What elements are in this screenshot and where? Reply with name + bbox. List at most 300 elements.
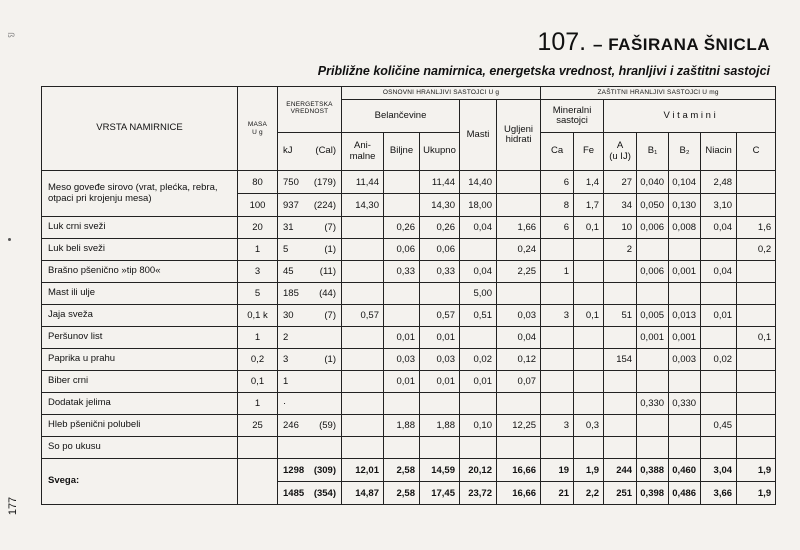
kj-cal-pair	[281, 244, 338, 255]
cell-c: 1,9	[737, 459, 776, 482]
cell-cal: (59)	[319, 420, 336, 431]
table-row	[42, 393, 776, 415]
cell-uk: 0,01	[420, 327, 460, 349]
cell-ca: 21	[541, 482, 574, 505]
cell-kjcal	[278, 482, 342, 505]
header-masa-unit: U g	[252, 128, 263, 136]
cell-fe	[574, 349, 604, 371]
cell-masa: 0,1	[238, 371, 278, 393]
cell-name: So po ukusu	[42, 437, 238, 459]
cell-ca: 3	[541, 415, 574, 437]
cell-c	[737, 371, 776, 393]
page-title	[537, 28, 770, 57]
cell-fe	[574, 239, 604, 261]
kj-cal-pair	[281, 354, 338, 365]
cell-b1: 0,050	[637, 194, 669, 217]
cell-masti: 0,02	[460, 349, 497, 371]
cell-a: 251	[604, 482, 637, 505]
cell-niacin: 0,01	[701, 305, 737, 327]
cell-uk	[420, 437, 460, 459]
cell-b2: 0,013	[669, 305, 701, 327]
cell-masa	[238, 437, 278, 459]
cell-ani: 11,44	[342, 171, 384, 194]
cell-uglj: 0,07	[497, 371, 541, 393]
cell-b2: 0,130	[669, 194, 701, 217]
cell-b2: 0,008	[669, 217, 701, 239]
cell-bilj: 0,26	[384, 217, 420, 239]
cell-uk: 1,88	[420, 415, 460, 437]
kj-cal-pair	[281, 398, 338, 409]
cell-masti: 0,01	[460, 371, 497, 393]
cell-kj: 30	[283, 310, 294, 321]
cell-uglj: 0,24	[497, 239, 541, 261]
cell-b2	[669, 437, 701, 459]
cell-masa: 1	[238, 239, 278, 261]
cell-bilj	[384, 194, 420, 217]
cell-b2: 0,001	[669, 261, 701, 283]
cell-c: 0,1	[737, 327, 776, 349]
kj-cal-pair	[281, 376, 338, 387]
cell-b2: 0,330	[669, 393, 701, 415]
table-row	[42, 171, 776, 194]
cell-niacin	[701, 371, 737, 393]
cell-kjcal	[278, 305, 342, 327]
cell-b1: 0,006	[637, 261, 669, 283]
cell-kj: ·	[283, 398, 287, 409]
header-kj: kJ	[283, 145, 293, 157]
cell-kj: 750	[283, 176, 299, 188]
ink-dot	[8, 238, 11, 241]
cell-niacin: 0,02	[701, 349, 737, 371]
cell-masti: 14,40	[460, 171, 497, 194]
cell-niacin: 3,04	[701, 459, 737, 482]
cell-ani	[342, 261, 384, 283]
cell-name: Luk beli sveži	[42, 239, 238, 261]
table-row	[42, 239, 776, 261]
cell-bilj	[384, 171, 420, 194]
page-subtitle: Približne količine namirnica, energetska vrednost, hranljivi i zaštitni sastojci	[317, 64, 770, 78]
cell-masti: 0,04	[460, 261, 497, 283]
cell-masa: 0,2	[238, 349, 278, 371]
cell-b2	[669, 283, 701, 305]
cell-kjcal	[278, 349, 342, 371]
cell-kj: 45	[283, 266, 294, 277]
recipe-name: – FAŠIRANA ŠNICLA	[593, 35, 770, 54]
cell-b2	[669, 371, 701, 393]
cell-c	[737, 393, 776, 415]
cell-b1	[637, 437, 669, 459]
cell-b2	[669, 239, 701, 261]
cell-a	[604, 327, 637, 349]
cell-ani	[342, 393, 384, 415]
cell-kjcal	[278, 239, 342, 261]
cell-ca: 3	[541, 305, 574, 327]
cell-kj: 31	[283, 222, 294, 233]
cell-kj: 5	[283, 244, 289, 255]
cell-c: 1,9	[737, 482, 776, 505]
cell-bilj	[384, 437, 420, 459]
cell-bilj: 0,01	[384, 371, 420, 393]
cell-cal: (7)	[324, 310, 336, 321]
cell-fe	[574, 371, 604, 393]
cell-c	[737, 194, 776, 217]
cell-name: Mast ili ulje	[42, 283, 238, 305]
header-fe: Fe	[574, 133, 604, 171]
cell-ca: 6	[541, 171, 574, 194]
cell-masa: 100	[238, 194, 278, 217]
cell-ca: 8	[541, 194, 574, 217]
table-row	[42, 217, 776, 239]
header-masa-label: MASA	[247, 121, 268, 129]
cell-ca	[541, 393, 574, 415]
cell-uglj	[497, 171, 541, 194]
cell-ani: 0,57	[342, 305, 384, 327]
cell-c	[737, 171, 776, 194]
cell-fe: 1,9	[574, 459, 604, 482]
kj-cal-pair	[281, 332, 338, 343]
header-animalne: Ani- malne	[342, 133, 384, 171]
cell-fe: 0,1	[574, 217, 604, 239]
cell-b1	[637, 349, 669, 371]
cell-ani	[342, 415, 384, 437]
header-niacin: Niacin	[701, 133, 737, 171]
header-vrsta: VRSTA NAMIRNICE	[42, 87, 238, 171]
cell-fe	[574, 393, 604, 415]
cell-ca	[541, 239, 574, 261]
cell-cal: (11)	[319, 266, 336, 277]
cell-b2	[669, 415, 701, 437]
header-c: C	[737, 133, 776, 171]
cell-niacin	[701, 437, 737, 459]
cell-ca	[541, 371, 574, 393]
cell-kjcal	[278, 194, 342, 217]
cell-name: Meso goveđe sirovo (vrat, plećka, rebra, otpaci pri krojenju mesa)	[42, 171, 238, 217]
table-row	[42, 283, 776, 305]
cell-kj: 1298	[283, 464, 305, 476]
cell-b2: 0,460	[669, 459, 701, 482]
cell-uk: 14,59	[420, 459, 460, 482]
cell-ani	[342, 239, 384, 261]
cell-ani	[342, 371, 384, 393]
cell-b1	[637, 283, 669, 305]
cell-masti	[460, 437, 497, 459]
cell-bilj	[384, 393, 420, 415]
cell-b1: 0,006	[637, 217, 669, 239]
cell-masa: 3	[238, 261, 278, 283]
cell-uk: 0,06	[420, 239, 460, 261]
header-zastitni: ZAŠTITNI HRANLJIVI SASTOJCI U mg	[541, 87, 776, 100]
cell-kjcal	[278, 217, 342, 239]
table-row	[42, 437, 776, 459]
header-biljne: Biljne	[384, 133, 420, 171]
nutrition-table	[41, 86, 776, 505]
cell-kj: 2	[283, 332, 289, 343]
cell-bilj: 2,58	[384, 459, 420, 482]
cell-masti: 20,12	[460, 459, 497, 482]
cell-cal: (44)	[319, 288, 336, 299]
cell-uk: 0,03	[420, 349, 460, 371]
cell-a: 27	[604, 171, 637, 194]
cell-uglj: 12,25	[497, 415, 541, 437]
cell-uk: 11,44	[420, 171, 460, 194]
cell-masti: 23,72	[460, 482, 497, 505]
page-number: 177	[7, 496, 20, 516]
cell-ani: 12,01	[342, 459, 384, 482]
header-mineralni: Mineralni sastojci	[541, 100, 604, 133]
cell-fe	[574, 437, 604, 459]
cell-cal: (179)	[313, 176, 336, 188]
cell-a: 34	[604, 194, 637, 217]
cell-cal: (7)	[324, 222, 336, 233]
cell-name: Luk crni sveži	[42, 217, 238, 239]
cell-fe: 2,2	[574, 482, 604, 505]
cell-c	[737, 415, 776, 437]
table-row	[42, 371, 776, 393]
cell-c: 1,6	[737, 217, 776, 239]
cell-masti: 0,04	[460, 217, 497, 239]
cell-ani	[342, 217, 384, 239]
cell-ca	[541, 437, 574, 459]
kj-cal-pair	[281, 465, 338, 476]
cell-kjcal	[278, 415, 342, 437]
table-row	[42, 415, 776, 437]
cell-niacin: 0,45	[701, 415, 737, 437]
kj-cal-pair	[281, 177, 338, 188]
header-a-label: A	[616, 140, 624, 152]
header-a	[604, 133, 637, 171]
cell-b1	[637, 371, 669, 393]
kj-cal-pair	[281, 488, 338, 499]
cell-a: 244	[604, 459, 637, 482]
cell-a	[604, 393, 637, 415]
totals-label: Svega:	[42, 459, 238, 505]
cell-uk: 14,30	[420, 194, 460, 217]
cell-bilj: 1,88	[384, 415, 420, 437]
cell-uglj: 0,04	[497, 327, 541, 349]
cell-bilj	[384, 305, 420, 327]
cell-niacin: 0,04	[701, 261, 737, 283]
cell-fe: 0,3	[574, 415, 604, 437]
cell-niacin	[701, 283, 737, 305]
header-masa	[238, 87, 278, 171]
cell-uglj: 1,66	[497, 217, 541, 239]
cell-kjcal	[278, 171, 342, 194]
cell-masa	[238, 459, 278, 505]
cell-ca: 6	[541, 217, 574, 239]
table-row	[42, 305, 776, 327]
cell-uglj: 16,66	[497, 459, 541, 482]
cell-b2: 0,486	[669, 482, 701, 505]
cell-kjcal	[278, 327, 342, 349]
cell-b2: 0,003	[669, 349, 701, 371]
cell-a: 154	[604, 349, 637, 371]
cell-uglj	[497, 194, 541, 217]
cell-a	[604, 283, 637, 305]
kj-cal-pair	[281, 200, 338, 211]
cell-kj: 185	[283, 288, 299, 299]
totals-row	[42, 459, 776, 482]
cell-masa: 1	[238, 393, 278, 415]
header-ca: Ca	[541, 133, 574, 171]
header-masti: Masti	[460, 100, 497, 171]
cell-a: 2	[604, 239, 637, 261]
cell-b1: 0,040	[637, 171, 669, 194]
cell-name: Paprika u prahu	[42, 349, 238, 371]
cell-niacin	[701, 393, 737, 415]
cell-cal: (354)	[313, 487, 336, 499]
cell-c	[737, 437, 776, 459]
cell-b1: 0,005	[637, 305, 669, 327]
cell-name: Dodatak jelima	[42, 393, 238, 415]
cell-name: Biber crni	[42, 371, 238, 393]
cell-b1	[637, 239, 669, 261]
cell-a	[604, 261, 637, 283]
cell-kjcal	[278, 459, 342, 482]
cell-ca: 19	[541, 459, 574, 482]
kj-cal-pair	[281, 420, 338, 431]
cell-c	[737, 305, 776, 327]
cell-ca: 1	[541, 261, 574, 283]
cell-b1: 0,330	[637, 393, 669, 415]
cell-kj: 1485	[283, 487, 305, 499]
header-b1: B₁	[637, 133, 669, 171]
edge-mark: ß	[5, 32, 16, 38]
cell-b2: 0,104	[669, 171, 701, 194]
cell-cal: (224)	[313, 199, 336, 211]
cell-uglj	[497, 437, 541, 459]
cell-a: 51	[604, 305, 637, 327]
cell-uglj	[497, 393, 541, 415]
header-cal: (Cal)	[315, 145, 336, 157]
cell-masa: 0,1 k	[238, 305, 278, 327]
cell-fe	[574, 327, 604, 349]
cell-masti: 18,00	[460, 194, 497, 217]
cell-masa: 1	[238, 327, 278, 349]
header-belancevine: Belančevine	[342, 100, 460, 133]
cell-ca	[541, 283, 574, 305]
cell-uk	[420, 393, 460, 415]
cell-b1	[637, 415, 669, 437]
cell-masti	[460, 393, 497, 415]
header-energetska: ENERGETSKA VREDNOST	[278, 87, 342, 133]
cell-masti	[460, 327, 497, 349]
cell-bilj: 2,58	[384, 482, 420, 505]
cell-b1: 0,398	[637, 482, 669, 505]
cell-masti: 0,51	[460, 305, 497, 327]
cell-kjcal	[278, 437, 342, 459]
cell-fe: 1,7	[574, 194, 604, 217]
cell-masa: 20	[238, 217, 278, 239]
cell-niacin: 2,48	[701, 171, 737, 194]
cell-fe	[574, 283, 604, 305]
kj-cal-pair	[281, 288, 338, 299]
cell-a	[604, 437, 637, 459]
cell-b2: 0,001	[669, 327, 701, 349]
header-osnovni: OSNOVNI HRANLJIVI SASTOJCI U g	[342, 87, 541, 100]
cell-ca	[541, 349, 574, 371]
cell-name: Hleb pšenični polubeli	[42, 415, 238, 437]
cell-c	[737, 283, 776, 305]
cell-masti	[460, 239, 497, 261]
cell-masti: 0,10	[460, 415, 497, 437]
cell-kj: 1	[283, 376, 289, 387]
cell-masa: 5	[238, 283, 278, 305]
cell-name: Jaja sveža	[42, 305, 238, 327]
cell-bilj: 0,33	[384, 261, 420, 283]
cell-bilj: 0,01	[384, 327, 420, 349]
cell-uglj	[497, 283, 541, 305]
cell-masti: 5,00	[460, 283, 497, 305]
cell-uglj: 0,12	[497, 349, 541, 371]
cell-uk	[420, 283, 460, 305]
cell-uk: 0,33	[420, 261, 460, 283]
cell-niacin	[701, 327, 737, 349]
cell-bilj: 0,06	[384, 239, 420, 261]
header-a-unit: (u IJ)	[609, 150, 631, 162]
cell-b1: 0,388	[637, 459, 669, 482]
kj-cal-pair	[281, 222, 338, 233]
cell-niacin: 3,10	[701, 194, 737, 217]
kj-cal-pair	[281, 310, 338, 321]
cell-uk: 17,45	[420, 482, 460, 505]
cell-cal: (309)	[313, 464, 336, 476]
header-kj-cal	[278, 133, 342, 171]
kj-cal-pair	[281, 266, 338, 277]
cell-cal: (1)	[324, 354, 336, 365]
cell-fe: 1,4	[574, 171, 604, 194]
cell-name: Brašno pšenično »tip 800«	[42, 261, 238, 283]
cell-c: 0,2	[737, 239, 776, 261]
recipe-number: 107.	[537, 28, 587, 56]
cell-kj: 937	[283, 199, 299, 211]
cell-ani	[342, 283, 384, 305]
cell-uglj: 16,66	[497, 482, 541, 505]
cell-c	[737, 349, 776, 371]
header-ukupno: Ukupno	[420, 133, 460, 171]
cell-a: 10	[604, 217, 637, 239]
cell-uglj: 0,03	[497, 305, 541, 327]
cell-ani	[342, 349, 384, 371]
cell-ca	[541, 327, 574, 349]
cell-kj: 246	[283, 420, 299, 431]
cell-ani	[342, 437, 384, 459]
cell-name: Peršunov list	[42, 327, 238, 349]
cell-uk: 0,26	[420, 217, 460, 239]
cell-uk: 0,01	[420, 371, 460, 393]
cell-fe: 0,1	[574, 305, 604, 327]
table-row	[42, 349, 776, 371]
cell-niacin: 3,66	[701, 482, 737, 505]
cell-bilj: 0,03	[384, 349, 420, 371]
header-vitamini: V i t a m i n i	[604, 100, 776, 133]
cell-fe	[574, 261, 604, 283]
table-row	[42, 261, 776, 283]
cell-niacin: 0,04	[701, 217, 737, 239]
cell-b1: 0,001	[637, 327, 669, 349]
cell-masa: 25	[238, 415, 278, 437]
cell-uglj: 2,25	[497, 261, 541, 283]
header-ugljeni: Ugljeni hidrati	[497, 100, 541, 171]
cell-uk: 0,57	[420, 305, 460, 327]
cell-bilj	[384, 283, 420, 305]
cell-kjcal	[278, 371, 342, 393]
cell-kjcal	[278, 261, 342, 283]
cell-a	[604, 371, 637, 393]
table-row	[42, 327, 776, 349]
cell-c	[737, 261, 776, 283]
cell-a	[604, 415, 637, 437]
cell-niacin	[701, 239, 737, 261]
